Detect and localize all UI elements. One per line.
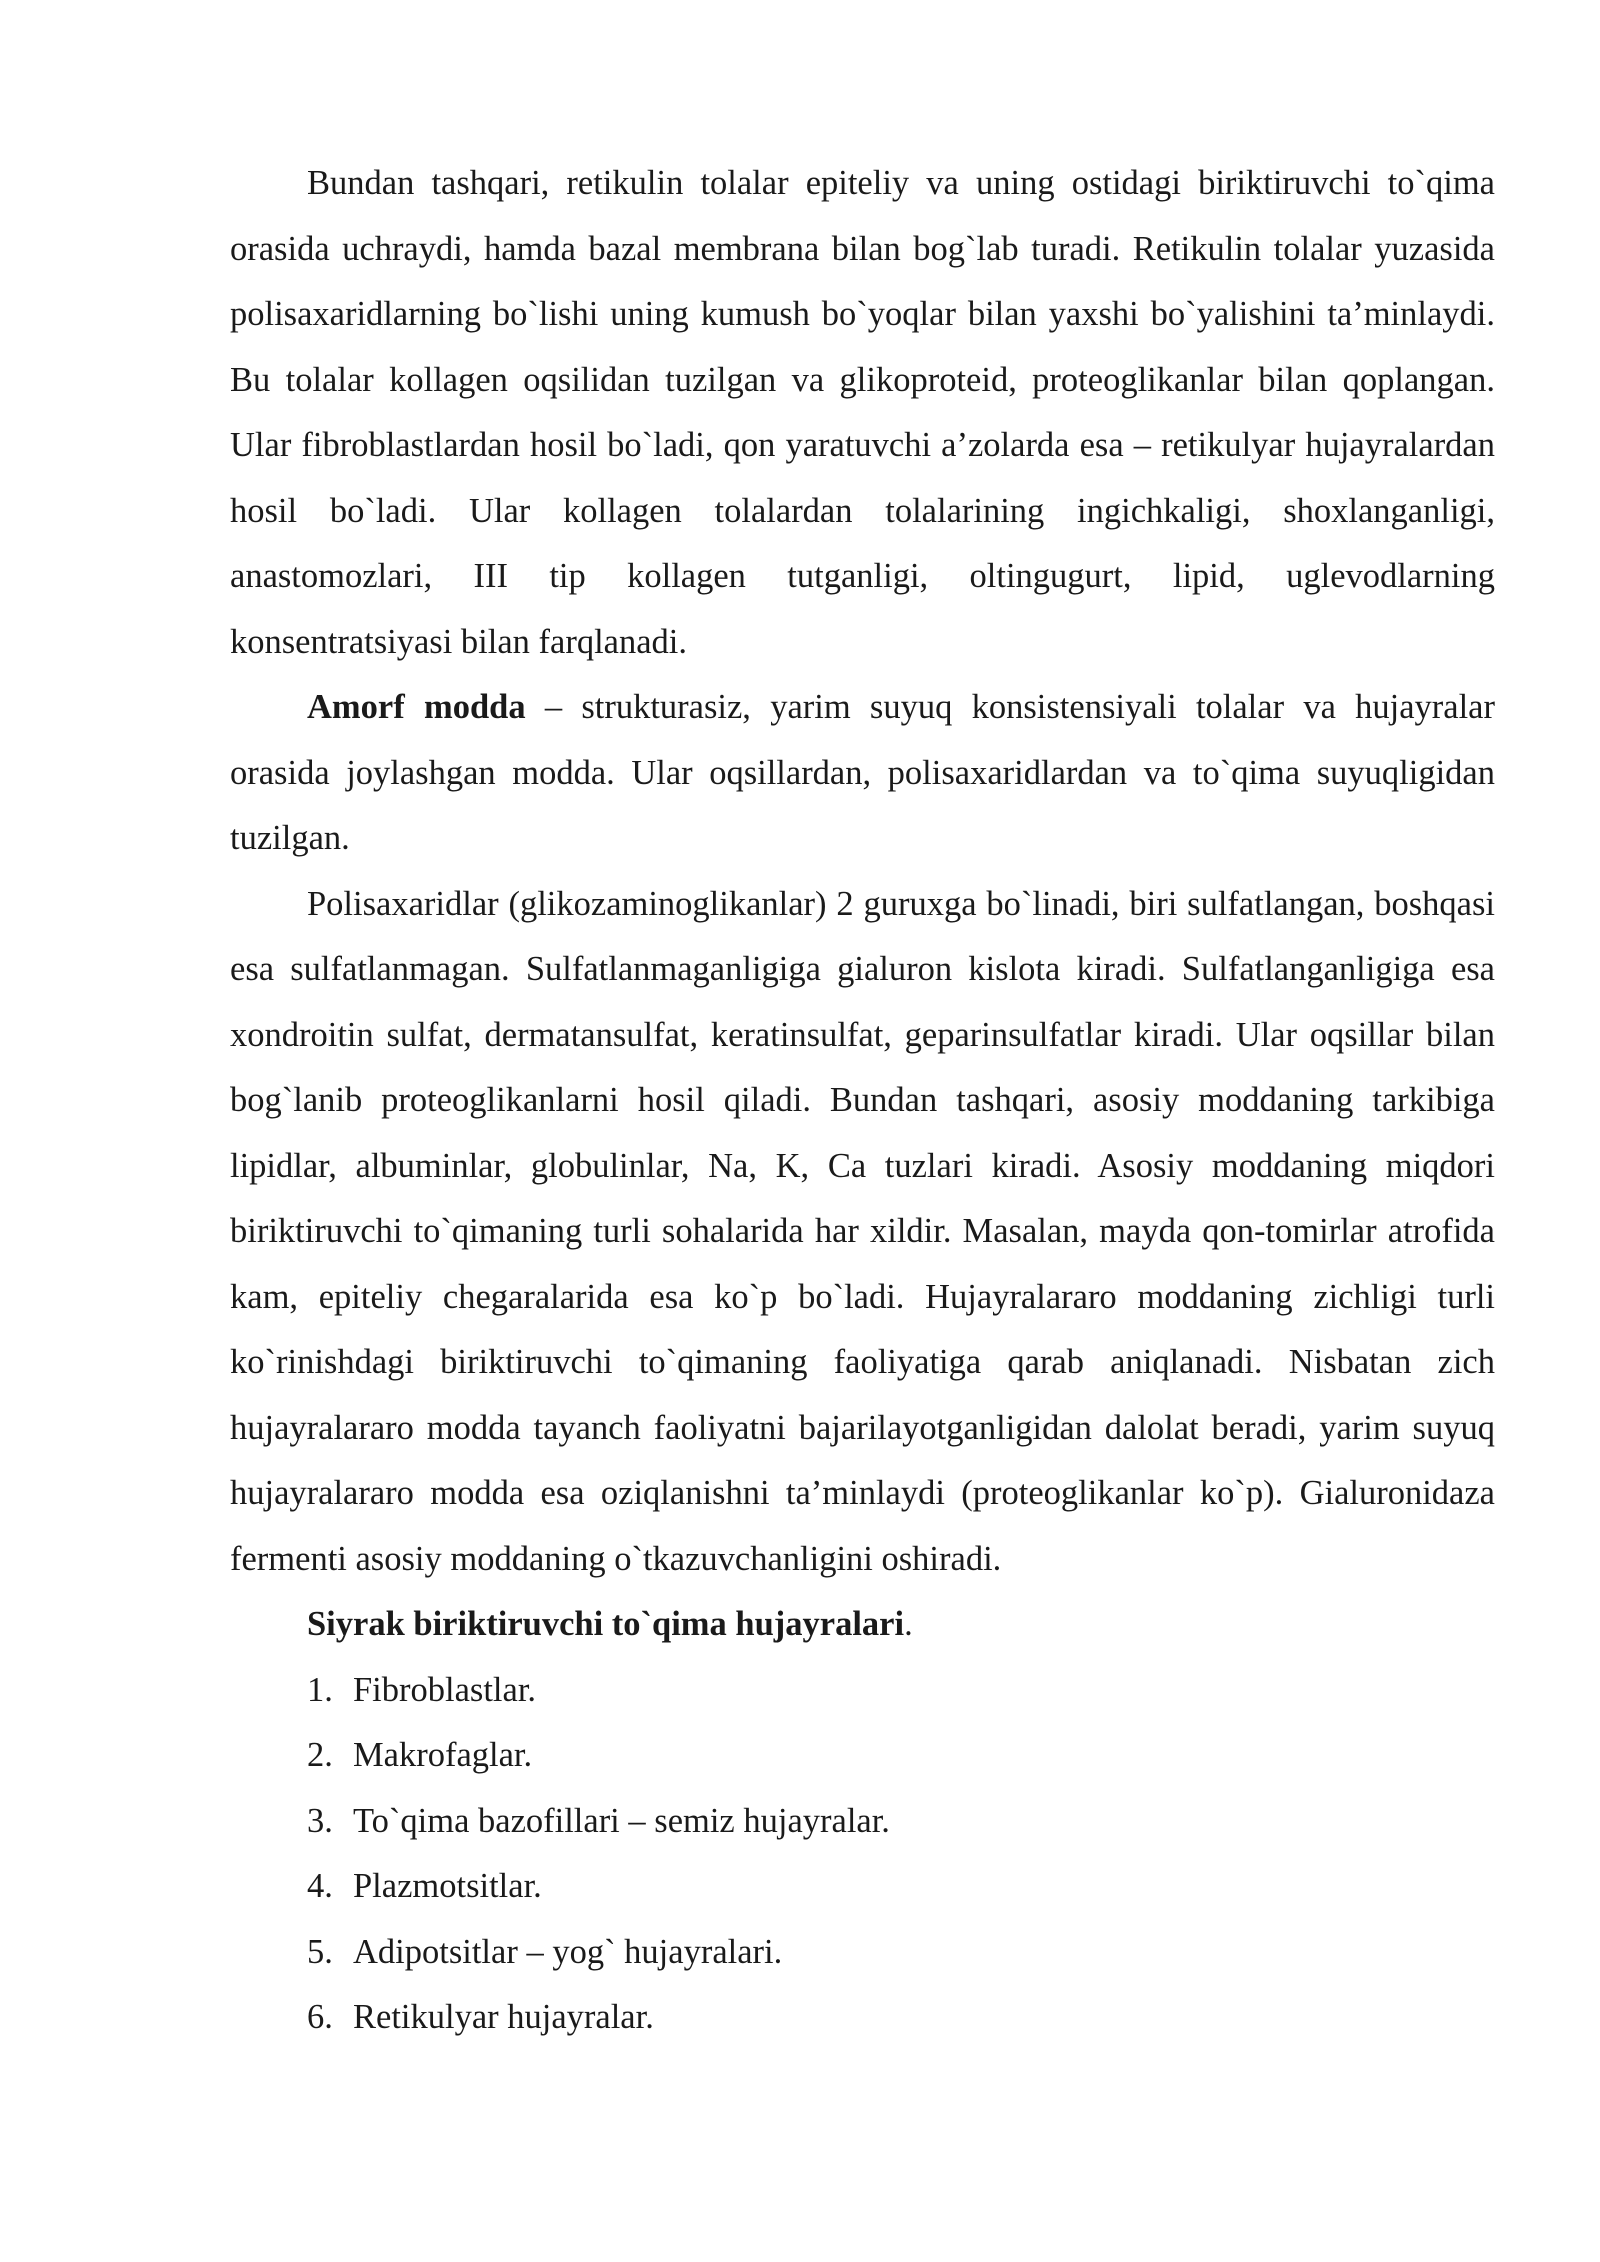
document-body (230, 151, 1495, 2051)
list-item (230, 1723, 1495, 1789)
paragraph-polysaccharides: Polisaxaridlar (glikozaminoglikanlar) 2 guruxga bo`linadi, biri sulfatlangan, boshqasi esa sulfatlanmagan. Sulfatlanmaganligiga gialuron kislota kiradi. Sulfatlanganligiga esa xondroitin sulfat, dermatansulfat, keratinsulfat, geparinsulfatlar kiradi. Ular oqsillar bilan bog`lanib proteoglikanlarni hosil qiladi. Bundan tashqari, asosiy moddaning tarkibiga lipidlar, albuminlar, globulinlar, Na, K, Ca tuzlari kiradi. Asosiy moddaning miqdori biriktiruvchi to`qimaning turli sohalarida har xildir. Masalan, mayda qon-tomirlar atrofida kam, epiteliy chegaralarida esa ko`p bo`ladi. Hujayralararo moddaning zichligi turli ko`rinishdagi biriktiruvchi to`qimaning faoliyatiga qarab aniqlanadi. Nisbatan zich hujayralararo modda tayanch faoliyatni bajarilayotganligidan dalolat beradi, yarim suyuq hujayralararo modda esa oziqlanishni ta’minlaydi (proteoglikanlar ko`p). Gialuronidaza fermenti asosiy moddaning o`tkazuvchanligini oshiradi. (230, 884, 1495, 1578)
section-heading (230, 1592, 1495, 1658)
paragraph-amorphous-text: – strukturasiz, yarim suyuq konsistensiyali tolalar va hujayralar orasida joylashgan modda. Ular oqsillardan, polisaxaridlardan va to`qima suyuqligidan tuzilgan. (230, 688, 1495, 857)
list-item-text: Plazmotsitlar. (353, 1867, 542, 1905)
paragraph-amorphous-substance (230, 675, 1495, 872)
list-item-number: 1. (307, 1670, 333, 1709)
list-item (230, 1985, 1495, 2051)
paragraph-reticulin-fibers: Bundan tashqari, retikulin tolalar epiteliy va uning ostidagi biriktiruvchi to`qima orasida uchraydi, hamda bazal membrana bilan bog`lab turadi. Retikulin tolalar yuzasida polisaxaridlarning bo`lishi uning kumush bo`yoqlar bilan yaxshi bo`yalishini ta’minlaydi. Bu tolalar kollagen oqsilidan tuzilgan va glikoproteid, proteoglikanlar bilan qoplangan. Ular fibroblastlardan hosil bo`ladi, qon yaratuvchi a’zolarda esa – retikulyar hujayralardan hosil bo`ladi. Ular kollagen tolalardan tolalarining ingichkaligi, shoxlanganligi, anastomozlari, III tip kollagen tutganligi, oltingugurt, lipid, uglevodlarning konsentratsiyasi bilan farqlanadi. (230, 164, 1495, 661)
list-item (230, 1658, 1495, 1724)
list-item-text: To`qima bazofillari – semiz hujayralar. (353, 1801, 890, 1840)
list-item-text: Makrofaglar. (353, 1736, 533, 1774)
term-amorf-modda: Amorf modda (307, 688, 526, 726)
list-item-number: 3. (307, 1801, 333, 1840)
cell-types-list (230, 1658, 1495, 2051)
list-item-text: Fibroblastlar. (353, 1670, 537, 1709)
list-item (230, 1920, 1495, 1986)
list-item (230, 1854, 1495, 1920)
list-item-number: 5. (307, 1932, 333, 1971)
list-item-number: 6. (307, 1998, 333, 2036)
list-item-text: Retikulyar hujayralar. (353, 1998, 654, 2036)
section-heading-title: Siyrak biriktiruvchi to`qima hujayralari (307, 1605, 905, 1643)
list-item-number: 4. (307, 1867, 333, 1905)
list-item-number: 2. (307, 1736, 333, 1774)
list-item (230, 1789, 1495, 1855)
list-item-text: Adipotsitlar – yog` hujayralari. (353, 1932, 783, 1971)
section-heading-period: . (904, 1605, 913, 1643)
